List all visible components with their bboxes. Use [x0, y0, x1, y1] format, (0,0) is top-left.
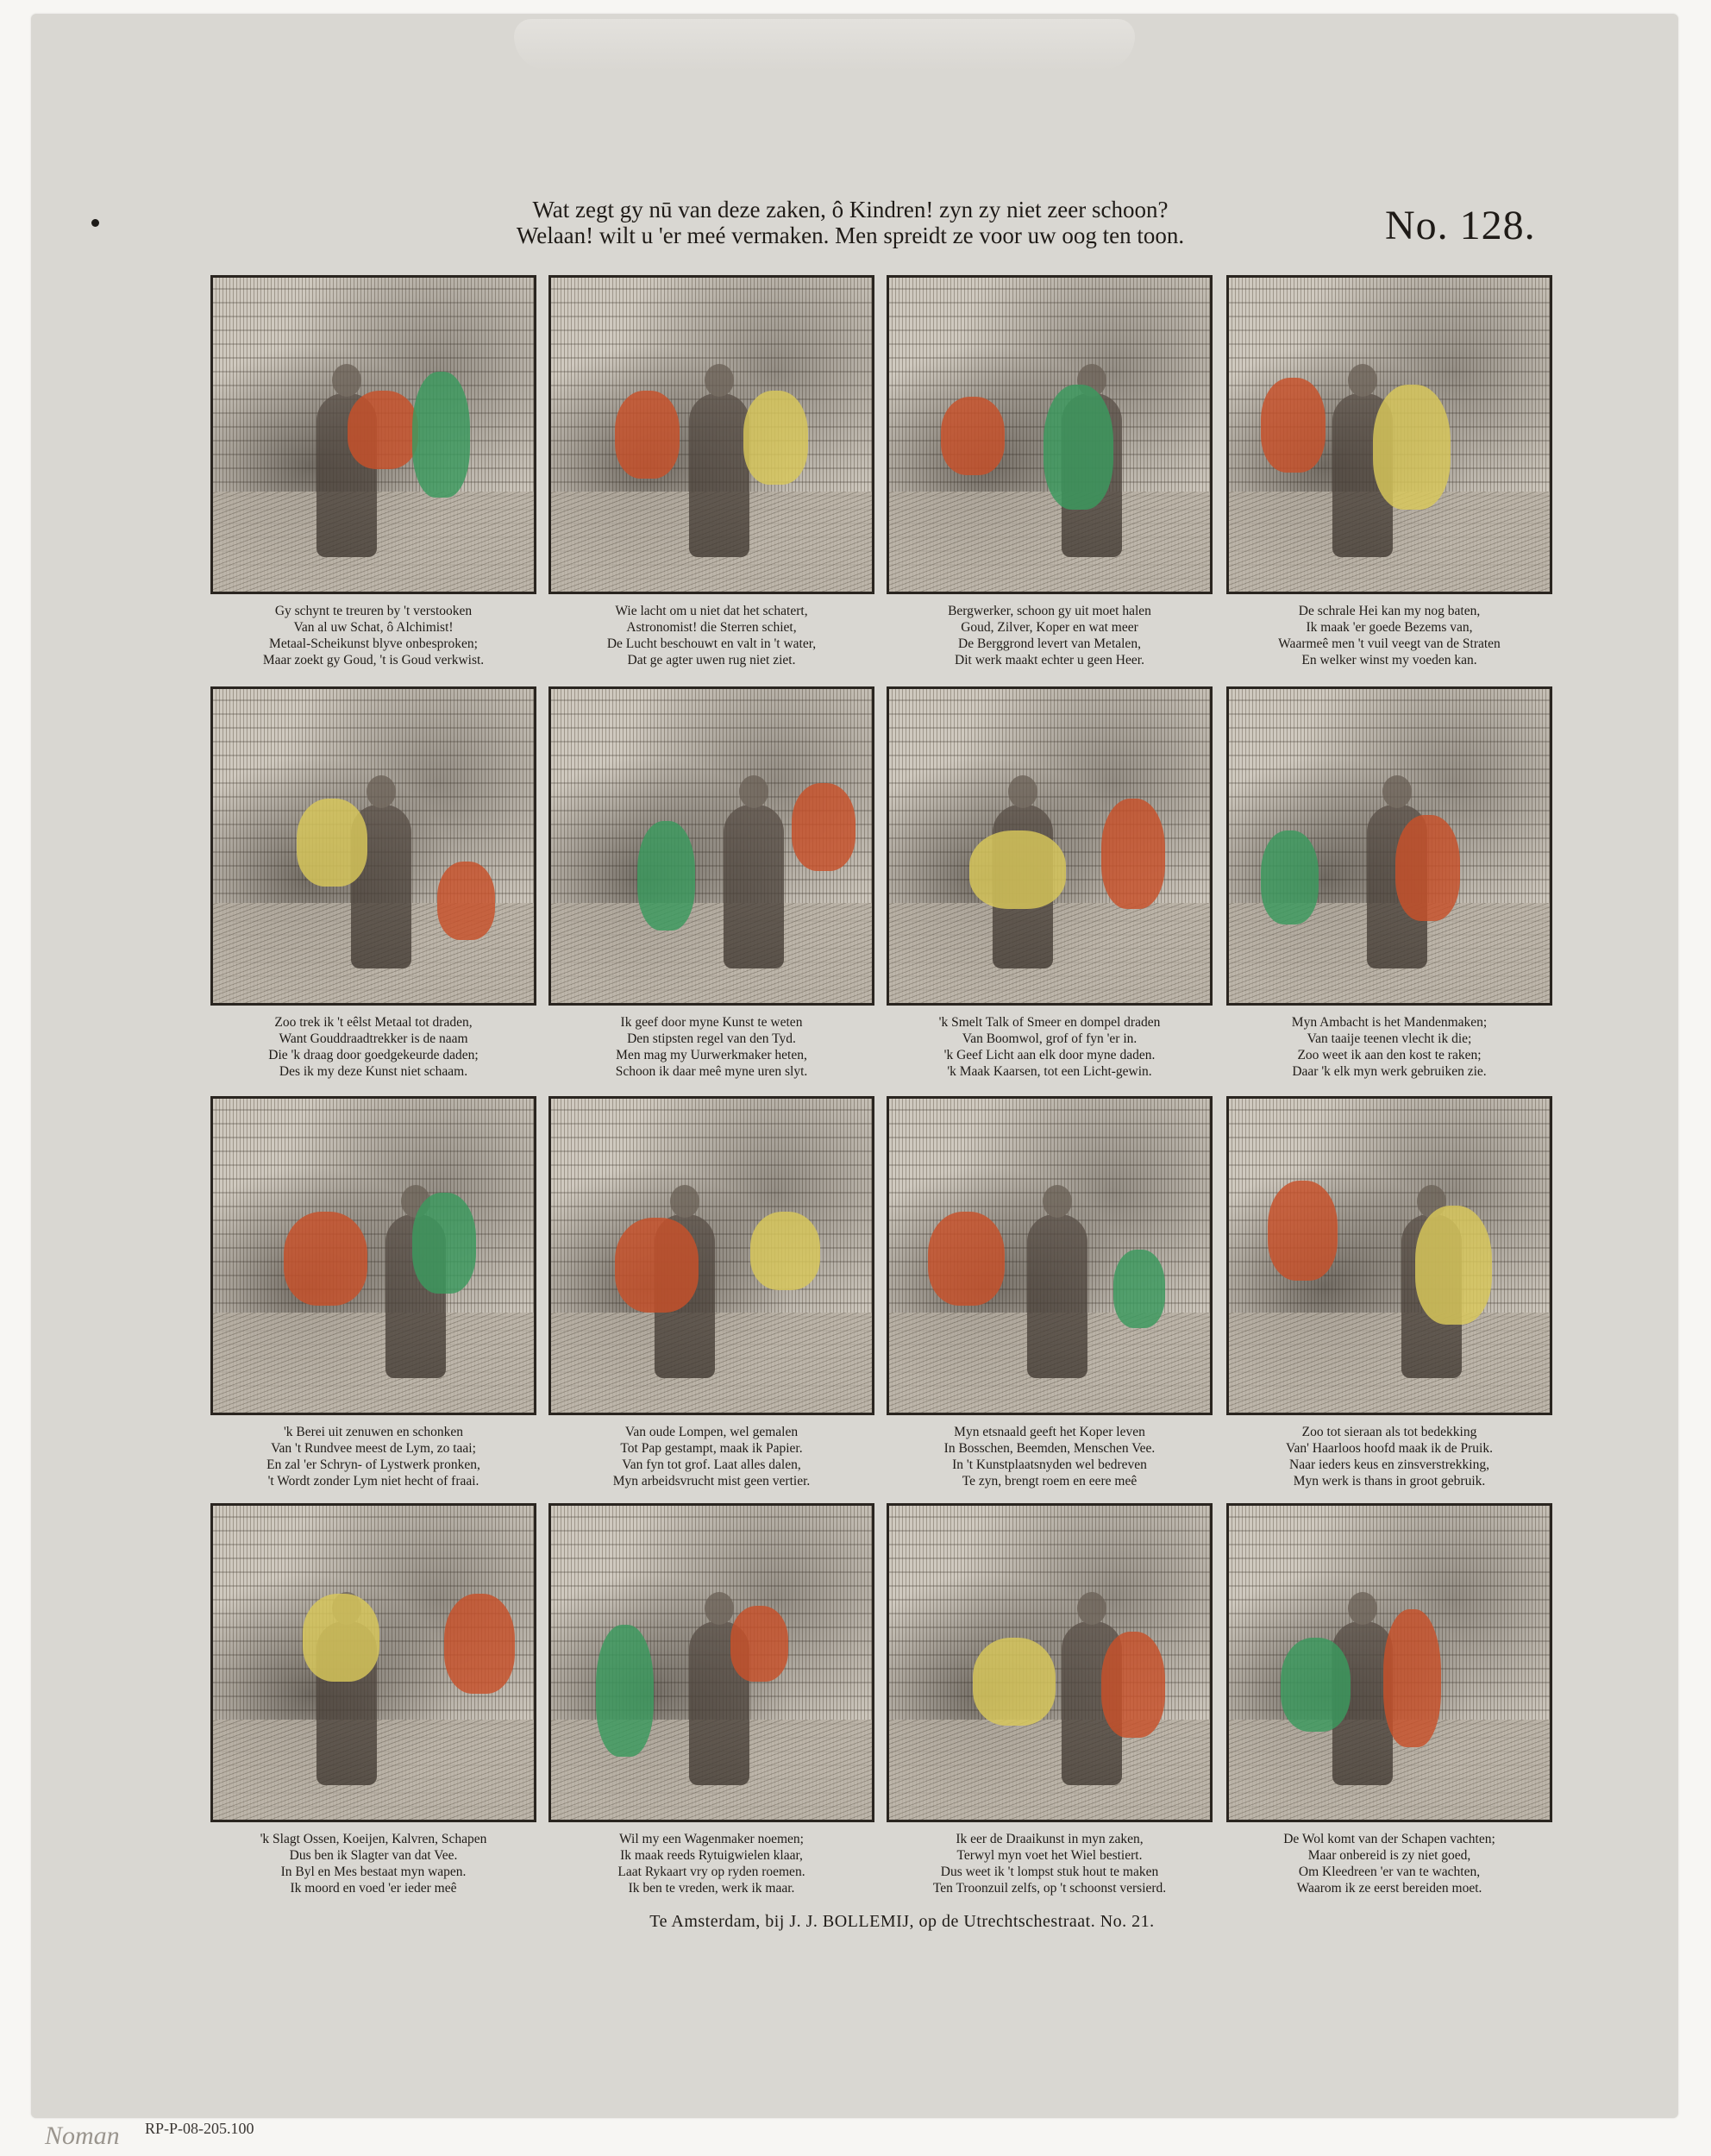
verse-caption [1226, 1014, 1552, 1080]
verse-line: 'k Geef Licht aan elk door myne daden. [943, 1048, 1156, 1062]
hand-colouring-patch [1101, 799, 1165, 908]
verse-line: Ik geef door myne Kunst te weten [620, 1015, 803, 1030]
verse-caption [1226, 603, 1552, 668]
verse-line: Metaal-Scheikunst blyve onbesproken; [269, 636, 478, 651]
woodcut-image [887, 686, 1213, 1006]
verse-line: Zoo tot sieraan als tot bedekking [1301, 1425, 1477, 1439]
publisher-line: Te Amsterdam, bij J. J. BOLLEMIJ, op de Utrechtschestraat. No. 21. [649, 1912, 1155, 1931]
verse-line: In Byl en Mes bestaat myn wapen. [280, 1865, 467, 1879]
verse-caption [887, 1831, 1213, 1896]
worker-figure [724, 805, 784, 968]
woodcut-image [1226, 1096, 1552, 1415]
verse-line: In Bosschen, Beemden, Menschen Vee. [943, 1441, 1156, 1456]
woodcut-image [1226, 1503, 1552, 1822]
verse-line: Wie lacht om u niet dat het schatert, [615, 604, 808, 618]
verse-line: Van Boomwol, grof of fyn 'er in. [962, 1031, 1138, 1046]
verse-line: Dat ge agter uwen rug niet ziet. [627, 653, 796, 667]
engraving-ground [889, 1720, 1210, 1820]
verse-line: Die 'k draag door goedgekeurde daden; [268, 1048, 479, 1062]
inventory-number: RP-P-08-205.100 [145, 2120, 254, 2137]
hand-colouring-patch [792, 783, 856, 871]
hand-colouring-patch [412, 372, 470, 498]
verse-line: Myn arbeidsvrucht mist geen vertier. [612, 1474, 811, 1489]
worker-figure [689, 393, 749, 557]
verse-line: Schoon ik daar meê myne uren slyt. [615, 1064, 808, 1079]
verse-line: Ik maak reeds Rytuigwielen klaar, [620, 1848, 803, 1863]
verse-line: Naar ieders keus en zinsverstrekking, [1289, 1457, 1489, 1472]
hand-colouring-patch [1415, 1206, 1492, 1325]
verse-line: Laat Rykaart vry op ryden roemen. [617, 1865, 805, 1879]
verse-caption [548, 1831, 874, 1896]
verse-line: Goud, Zilver, Koper en wat meer [961, 620, 1138, 635]
verse-line: De Berggrond levert van Metalen, [958, 636, 1141, 651]
verse-line: Dus weet ik 't lompst stuk hout te maken [940, 1865, 1159, 1879]
verse-line: Myn etsnaald geeft het Koper leven [954, 1425, 1145, 1439]
hand-colouring-patch [941, 397, 1005, 475]
heading-line-2: Welaan! wilt u 'er meé vermaken. Men spreidt ze voor uw oog ten toon. [516, 222, 1185, 248]
verse-line: Ik eer de Draaikunst in myn zaken, [956, 1832, 1144, 1846]
verse-line: 'k Maak Kaarsen, tot een Licht-gewin. [947, 1064, 1152, 1079]
print-sheet [31, 14, 1678, 2118]
verse-caption [1226, 1424, 1552, 1489]
hand-colouring-patch [637, 821, 695, 931]
hand-colouring-patch [615, 1218, 699, 1312]
hand-colouring-patch [615, 391, 679, 479]
verse-line: 'k Berei uit zenuwen en schonken [283, 1425, 464, 1439]
hand-colouring-patch [1044, 385, 1114, 511]
verse-line: Om Kleedreen 'er van te wachten, [1298, 1865, 1481, 1879]
hand-colouring-patch [743, 391, 807, 485]
woodcut-grid [31, 14, 1678, 2118]
verse-line: Maar zoekt gy Goud, 't is Goud verkwist. [262, 653, 485, 667]
hand-colouring-patch [1281, 1638, 1351, 1732]
hand-colouring-patch [348, 391, 418, 469]
verse-line: En welker winst my voeden kan. [1301, 653, 1477, 667]
engraving-ground [1229, 1313, 1550, 1413]
woodcut-image [887, 275, 1213, 594]
hand-colouring-patch [1101, 1632, 1165, 1739]
verse-line: De Wol komt van der Schapen vachten; [1283, 1832, 1495, 1846]
verse-line: Bergwerker, schoon gy uit moet halen [948, 604, 1151, 618]
verse-line: Myn werk is thans in groot gebruik. [1293, 1474, 1486, 1489]
hand-colouring-patch [1268, 1181, 1338, 1281]
hand-colouring-patch [412, 1193, 476, 1293]
hand-colouring-patch [1395, 815, 1459, 922]
verse-line: Te zyn, brengt roem en eere meê [962, 1474, 1138, 1489]
verse-line: En zal 'er Schryn- of Lystwerk pronken, [266, 1457, 480, 1472]
woodcut-image [210, 1096, 536, 1415]
hand-colouring-patch [928, 1212, 1005, 1306]
hand-colouring-patch [750, 1212, 821, 1290]
verse-caption [548, 1424, 874, 1489]
verse-line: Ik ben te vreden, werk ik maar. [628, 1881, 795, 1896]
woodcut-image [1226, 686, 1552, 1006]
woodcut-image [210, 1503, 536, 1822]
verse-line: Waarom ik ze eerst bereiden moet. [1296, 1881, 1482, 1896]
verse-caption [210, 1831, 536, 1896]
engraving-ground [551, 903, 872, 1003]
verse-line: Van fyn tot grof. Laat alles dalen, [622, 1457, 801, 1472]
hand-colouring-patch [297, 799, 367, 887]
verse-line: Tot Pap gestampt, maak ik Papier. [620, 1441, 803, 1456]
hand-colouring-patch [444, 1594, 515, 1694]
verse-line: Daar 'k elk myn werk gebruiken zie. [1292, 1064, 1487, 1079]
hand-colouring-patch [1113, 1250, 1165, 1328]
verse-line: Wil my een Wagenmaker noemen; [619, 1832, 804, 1846]
verse-line: 't Wordt zonder Lym niet hecht of fraai. [267, 1474, 479, 1489]
verse-line: Astronomist! die Sterren schiet, [626, 620, 797, 635]
verse-line: Want Gouddraadtrekker is de naam [279, 1031, 468, 1046]
verse-line: Ik maak 'er goede Bezems van, [1306, 620, 1473, 635]
engraving-ground [889, 492, 1210, 592]
verse-caption [210, 1424, 536, 1489]
hand-colouring-patch [1261, 378, 1325, 472]
woodcut-image [887, 1096, 1213, 1415]
woodcut-image [887, 1503, 1213, 1822]
woodcut-image [548, 1503, 874, 1822]
heading-line-1: Wat zegt gy nū van deze zaken, ô Kindren! zyn zy niet zeer schoon? [532, 197, 1169, 222]
verse-caption [887, 1424, 1213, 1489]
woodcut-image [548, 275, 874, 594]
verse-line: Van 't Rundvee meest de Lym, zo taai; [271, 1441, 476, 1456]
verse-caption [887, 603, 1213, 668]
hand-colouring-patch [1373, 385, 1450, 511]
pencil-inscription: Noman [45, 2122, 120, 2150]
verse-line: Myn Ambacht is het Mandenmaken; [1291, 1015, 1488, 1030]
hand-colouring-patch [1261, 830, 1319, 924]
verse-caption [210, 1014, 536, 1080]
woodcut-image [1226, 275, 1552, 594]
verse-line: Van al uw Schat, ô Alchimist! [293, 620, 454, 635]
sheet-number: No. 128. [1385, 203, 1536, 248]
engraving-ground [213, 1313, 534, 1413]
hand-colouring-patch [973, 1638, 1056, 1726]
verse-caption [548, 1014, 874, 1080]
hand-colouring-patch [437, 862, 495, 940]
worker-figure [1027, 1214, 1087, 1378]
verse-line: 'k Slagt Ossen, Koeijen, Kalvren, Schapen [260, 1832, 487, 1846]
verse-line: Gy schynt te treuren by 't verstooken [274, 604, 473, 618]
verse-line: Waarmeê men 't vuil veegt van de Straten [1278, 636, 1501, 651]
verse-line: Dit werk maakt echter u geen Heer. [955, 653, 1144, 667]
hand-colouring-patch [596, 1625, 654, 1757]
verse-line: Zoo weet ik aan den kost te raken; [1297, 1048, 1482, 1062]
hand-colouring-patch [284, 1212, 367, 1306]
verse-line: Men mag my Uurwerkmaker heten, [616, 1048, 807, 1062]
verse-line: Van oude Lompen, wel gemalen [624, 1425, 799, 1439]
woodcut-image [210, 686, 536, 1006]
verse-line: Den stipsten regel van den Tyd. [627, 1031, 796, 1046]
woodcut-image [548, 1096, 874, 1415]
verse-line: Des ik my deze Kunst niet schaam. [279, 1064, 468, 1079]
verse-caption [887, 1014, 1213, 1080]
verse-caption [210, 603, 536, 668]
verse-line: Van taaije teenen vlecht ik die; [1307, 1031, 1472, 1046]
hand-colouring-patch [1383, 1609, 1441, 1747]
woodcut-image [548, 686, 874, 1006]
verse-line: De schrale Hei kan my nog baten, [1298, 604, 1481, 618]
verse-line: Ten Troonzuil zelfs, op 't schoonst versierd. [932, 1881, 1167, 1896]
hand-colouring-patch [969, 830, 1066, 909]
verse-line: Maar onbereid is zy niet goed, [1307, 1848, 1471, 1863]
verse-line: Dus ben ik Slagter van dat Vee. [289, 1848, 458, 1863]
hand-colouring-patch [303, 1594, 379, 1682]
verse-line: De Lucht beschouwt en valt in 't water, [606, 636, 817, 651]
verse-line: Zoo trek ik 't eêlst Metaal tot draden, [274, 1015, 473, 1030]
woodcut-image [210, 275, 536, 594]
verse-line: Van' Haarloos hoofd maak ik de Pruik. [1286, 1441, 1493, 1456]
verse-line: 'k Smelt Talk of Smeer en dompel draden [938, 1015, 1161, 1030]
verse-caption [1226, 1831, 1552, 1896]
verse-caption [548, 603, 874, 668]
verse-line: Terwyl myn voet het Wiel bestiert. [956, 1848, 1143, 1863]
hand-colouring-patch [730, 1606, 788, 1681]
verse-line: In 't Kunstplaatsnyden wel bedreven [952, 1457, 1147, 1472]
verse-line: Ik moord en voed 'er ieder meê [290, 1881, 457, 1896]
